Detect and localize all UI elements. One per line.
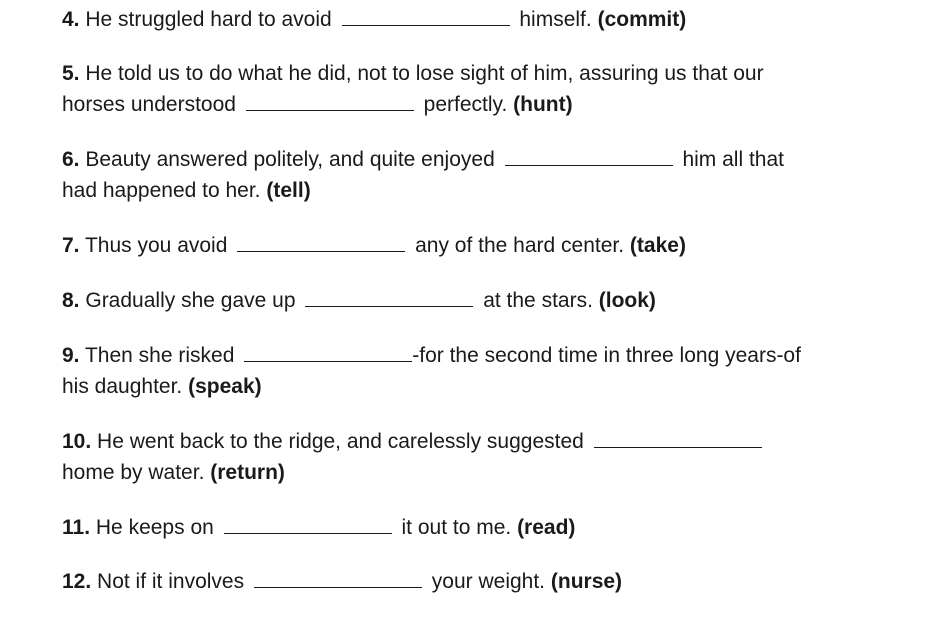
sentence-text-before: He struggled hard to avoid: [85, 8, 332, 31]
exercise-item-9: [62, 340, 882, 402]
exercise-item-8: [62, 285, 882, 316]
verb-hint: (nurse): [550, 570, 623, 593]
verb-hint: (speak): [188, 375, 262, 398]
sentence-text-before: Then she risked: [84, 344, 235, 367]
sentence-text-after: your weight.: [431, 570, 546, 593]
sentence-text-before: Not if it involves: [97, 570, 245, 593]
item-line: [62, 426, 882, 457]
exercise-item-4: [62, 4, 882, 35]
exercise-item-11: [62, 512, 882, 543]
answer-blank[interactable]: [244, 343, 412, 362]
item-line: [62, 340, 882, 371]
answer-blank[interactable]: [342, 7, 510, 26]
sentence-text-line2: his daughter.: [62, 375, 183, 398]
item-line: [62, 457, 882, 488]
answer-blank[interactable]: [237, 233, 405, 252]
item-line: [62, 144, 882, 175]
item-number: 9.: [62, 344, 80, 367]
answer-blank[interactable]: [305, 288, 473, 307]
item-number: 12.: [62, 570, 92, 593]
item-number: 8.: [62, 289, 80, 312]
answer-blank[interactable]: [254, 569, 422, 588]
answer-blank[interactable]: [224, 515, 392, 534]
item-number: 5.: [62, 62, 80, 85]
sentence-text-before: He told us to do what he did, not to lose sight of him, assuring us that our: [85, 62, 764, 85]
exercise-item-5: [62, 58, 882, 120]
exercise-item-7: [62, 230, 882, 261]
item-number: 10.: [62, 430, 92, 453]
verb-hint: (commit): [597, 8, 687, 31]
verb-hint: (hunt): [513, 93, 573, 116]
item-line: [62, 512, 882, 543]
answer-blank[interactable]: [505, 147, 673, 166]
item-line: [62, 89, 882, 120]
verb-hint: (return): [210, 461, 285, 484]
item-line: [62, 285, 882, 316]
item-line: [62, 371, 882, 402]
sentence-text-after: any of the hard center.: [415, 234, 625, 257]
sentence-text-before: He keeps on: [95, 516, 214, 539]
sentence-text-after: perfectly.: [423, 93, 508, 116]
item-number: 4.: [62, 8, 80, 31]
verb-hint: (take): [629, 234, 686, 257]
exercise-item-6: [62, 144, 882, 206]
item-line: [62, 58, 882, 89]
sentence-text-before: He went back to the ridge, and carelessly suggested: [97, 430, 584, 453]
exercise-item-10: [62, 426, 882, 488]
answer-blank[interactable]: [594, 429, 762, 448]
sentence-text-before: Beauty answered politely, and quite enjoyed: [85, 148, 495, 171]
answer-blank[interactable]: [246, 92, 414, 111]
item-line: [62, 566, 882, 597]
sentence-text-line2: home by water.: [62, 461, 205, 484]
sentence-text-after: him all that: [682, 148, 784, 171]
sentence-text-after: at the stars.: [483, 289, 593, 312]
sentence-text-after: -for the second time in three long years-of: [412, 344, 801, 367]
verb-hint: (read): [517, 516, 576, 539]
sentence-text-line2: horses understood: [62, 93, 236, 116]
sentence-text-before: Gradually she gave up: [85, 289, 296, 312]
verb-hint: (tell): [266, 179, 311, 202]
sentence-text-after: himself.: [519, 8, 592, 31]
sentence-text-after: it out to me.: [401, 516, 512, 539]
exercise-item-12: [62, 566, 882, 597]
item-line: [62, 175, 882, 206]
verb-hint: (look): [598, 289, 656, 312]
item-line: [62, 4, 882, 35]
item-number: 7.: [62, 234, 80, 257]
item-line: [62, 230, 882, 261]
item-number: 6.: [62, 148, 80, 171]
sentence-text-before: Thus you avoid: [84, 234, 228, 257]
item-number: 11.: [62, 516, 91, 539]
sentence-text-line2: had happened to her.: [62, 179, 261, 202]
